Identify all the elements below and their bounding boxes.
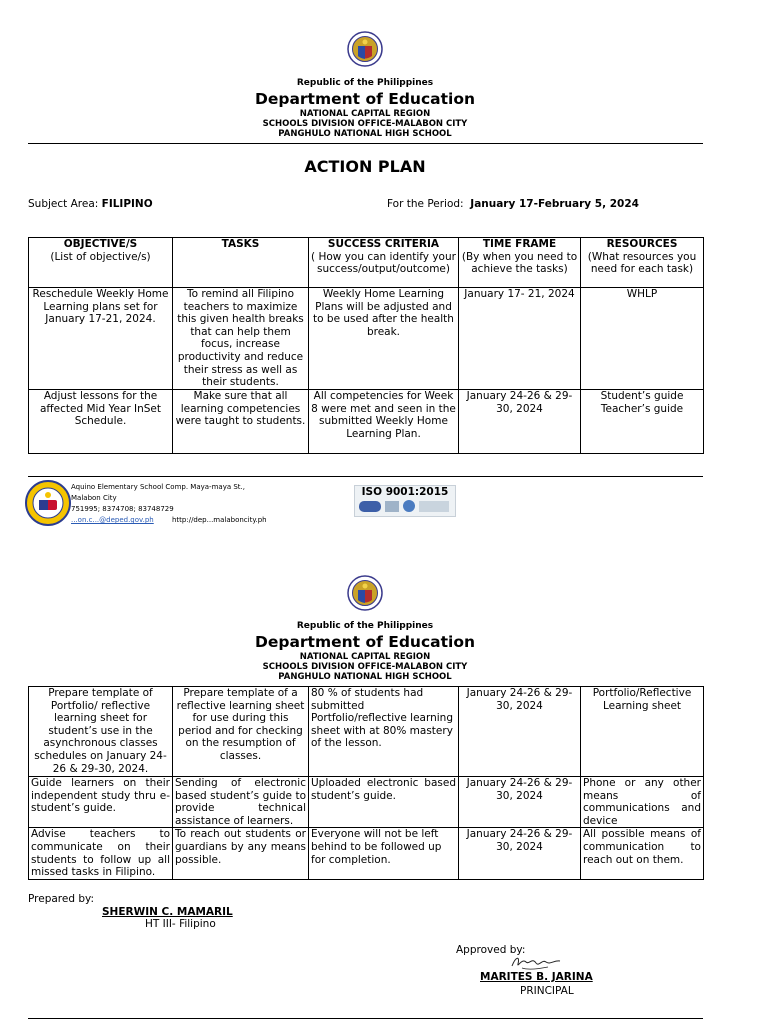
deped-seal-logo — [347, 28, 383, 70]
cell-task: To remind all Filipino teachers to maximize this given health breaks that can help them focus, increase productivity and reduce their stress as well as their students. — [173, 288, 309, 390]
header-time-frame: TIME FRAME (By when you need to achieve the tasks) — [459, 238, 581, 288]
iso-label: ISO 9001:2015 — [361, 486, 449, 498]
division-label: SCHOOLS DIVISION OFFICE-MALABON CITY — [262, 662, 468, 672]
subject-area-label: Subject Area: — [28, 198, 99, 210]
header-divider — [28, 143, 703, 144]
table-row — [29, 828, 704, 880]
cell-resources: All possible means of communication to reach out on them. — [581, 828, 704, 880]
republic-label: Republic of the Philippines — [296, 78, 434, 88]
iqnet-mark-icon — [419, 501, 449, 512]
cell-time-frame: January 17- 21, 2024 — [459, 288, 581, 390]
period-label: For the Period: — [387, 198, 464, 210]
action-plan-table-page1 — [28, 237, 704, 454]
phone-numbers: 751995; 8374708; 83748729 — [71, 505, 174, 513]
cell-task: Sending of electronic based student’s guide to provide technical assistance of learners. — [173, 777, 309, 828]
cell-objective: Advise teachers to communicate on their students to follow up all missed tasks in Filipino. — [29, 828, 173, 880]
cell-resources: Phone or any other means of communications and device — [581, 777, 704, 828]
prepared-by-title: HT III- Filipino — [145, 918, 216, 930]
cell-resources: Student’s guide Teacher’s guide — [581, 390, 704, 454]
region-label: NATIONAL CAPITAL REGION — [299, 652, 431, 662]
prepared-by-label: Prepared by: — [28, 893, 94, 905]
cell-task: To reach out students or guardians by any means possible. — [173, 828, 309, 880]
cell-success-criteria: Uploaded electronic based student’s guide. — [309, 777, 459, 828]
school-label: PANGHULO NATIONAL HIGH SCHOOL — [278, 672, 452, 682]
cell-success-criteria: 80 % of students had submitted Portfolio/reflective learning sheet with at 80% mastery of the lesson. — [309, 687, 459, 777]
table-row — [29, 288, 704, 390]
approved-by-title: PRINCIPAL — [520, 985, 574, 997]
cell-time-frame: January 24-26 & 29-30, 2024 — [459, 390, 581, 454]
department-title: Department of Education — [254, 633, 476, 651]
division-logo — [24, 480, 72, 526]
cell-resources: Portfolio/Reflective Learning sheet — [581, 687, 704, 777]
school-label: PANGHULO NATIONAL HIGH SCHOOL — [278, 129, 452, 139]
approved-by-label: Approved by: — [456, 944, 526, 956]
header-resources: RESOURCES (What resources you need for each task) — [581, 238, 704, 288]
subject-area — [28, 198, 153, 210]
website-link[interactable]: http://dep...malaboncity.ph — [171, 516, 267, 524]
table-header-row — [29, 238, 704, 288]
cell-objective: Prepare template of Portfolio/ reflective learning sheet for student’s use in the asynchronous classes schedules on January 24-26 & 29-30, 2024. — [29, 687, 173, 777]
footer-address — [71, 482, 267, 526]
accreditation-mark-icon — [385, 501, 399, 512]
table-row — [29, 390, 704, 454]
subject-area-value: FILIPINO — [101, 198, 153, 210]
region-label: NATIONAL CAPITAL REGION — [299, 109, 431, 119]
iso-certification-badge — [354, 485, 456, 517]
cell-time-frame: January 24-26 & 29-30, 2024 — [459, 687, 581, 777]
header-objectives: OBJECTIVE/S (List of objective/s) — [29, 238, 173, 288]
deped-seal-logo — [347, 572, 383, 614]
cell-success-criteria: Weekly Home Learning Plans will be adjusted and to be used after the health break. — [309, 288, 459, 390]
table-row — [29, 687, 704, 777]
period — [387, 198, 639, 210]
document-title: ACTION PLAN — [304, 157, 426, 176]
page2-footer-divider — [28, 1018, 703, 1019]
email-link[interactable]: ...on.c...@deped.gov.ph — [71, 516, 154, 524]
cell-success-criteria: Everyone will not be left behind to be followed up for completion. — [309, 828, 459, 880]
iaf-mark-icon — [359, 501, 381, 512]
cell-objective: Adjust lessons for the affected Mid Year InSet Schedule. — [29, 390, 173, 454]
handwritten-signature — [508, 952, 568, 972]
header-success-criteria: SUCCESS CRITERIA ( How you can identify your success/output/outcome) — [309, 238, 459, 288]
cell-time-frame: January 24-26 & 29-30, 2024 — [459, 828, 581, 880]
globe-icon — [403, 500, 415, 512]
table-row — [29, 777, 704, 828]
approved-by-name: MARITES B. JARINA — [480, 971, 593, 983]
address-line1: Aquino Elementary School Comp. Maya-maya St., — [71, 483, 245, 491]
cell-objective: Guide learners on their independent study thru e- student’s guide. — [29, 777, 173, 828]
republic-label: Republic of the Philippines — [296, 621, 434, 631]
cell-task: Prepare template of a reflective learning sheet for use during this period and for checking on the resumption of classes. — [173, 687, 309, 777]
cell-time-frame: January 24-26 & 29-30, 2024 — [459, 777, 581, 828]
action-plan-table-page2 — [28, 686, 704, 880]
footer-divider — [28, 476, 703, 477]
period-value: January 17-February 5, 2024 — [470, 198, 639, 210]
prepared-by-name: SHERWIN C. MAMARIL — [102, 906, 233, 918]
cell-success-criteria: All competencies for Week 8 were met and seen in the submitted Weekly Home Learning Plan. — [309, 390, 459, 454]
header-tasks: TASKS — [173, 238, 309, 288]
cell-objective: Reschedule Weekly Home Learning plans set for January 17-21, 2024. — [29, 288, 173, 390]
cell-resources: WHLP — [581, 288, 704, 390]
division-label: SCHOOLS DIVISION OFFICE-MALABON CITY — [262, 119, 468, 129]
address-line2: Malabon City — [71, 494, 117, 502]
cell-task: Make sure that all learning competencies were taught to students. — [173, 390, 309, 454]
department-title: Department of Education — [254, 90, 476, 108]
